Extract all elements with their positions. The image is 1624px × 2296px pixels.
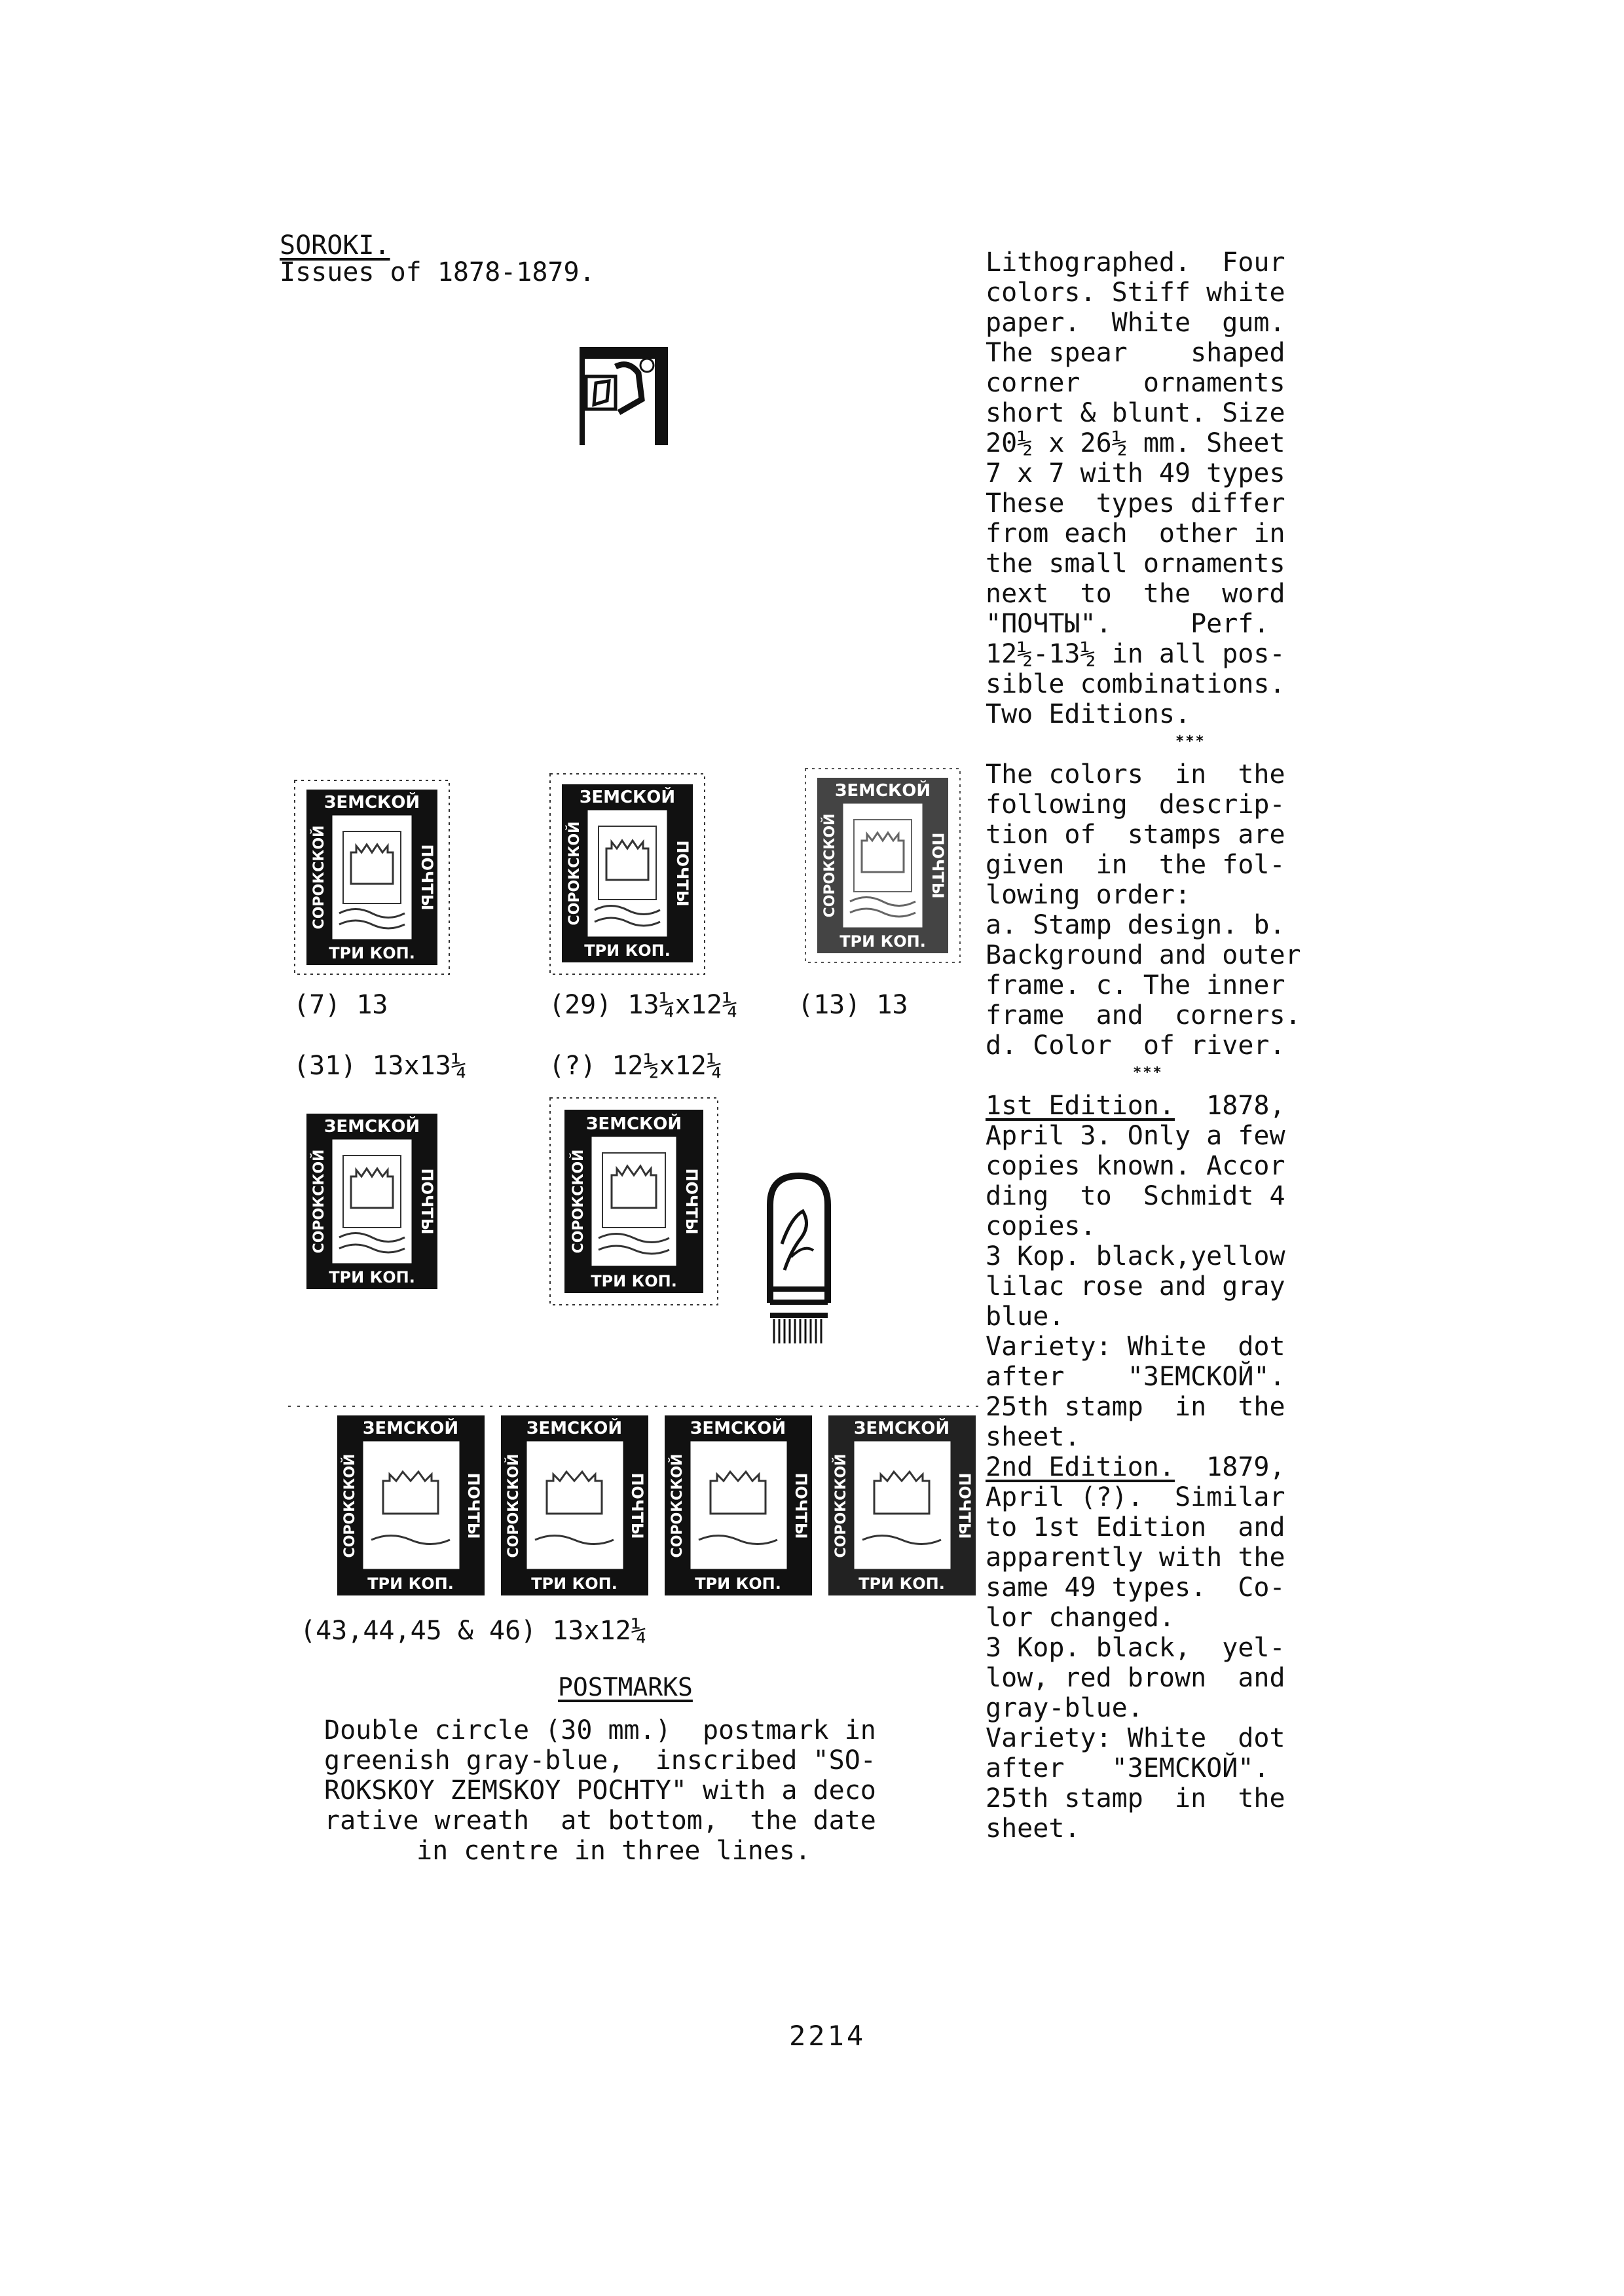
stamp-top-text: ЗЕМСКОЙ [834,781,931,801]
stamp-bottom-text: ТРИ КОП. [840,932,926,951]
caption-strip: (43,44,45 & 46) 13x12¼ [300,1616,647,1646]
description-line: sible combinations. [986,669,1285,699]
stamp-right-text: ПОЧТЫ [682,1168,701,1235]
stamp-right-text: ПОЧТЫ [628,1472,646,1539]
description-line: apparently with the [986,1542,1285,1573]
postmarks-line-2: greenish gray-blue, inscribed "SO- [324,1745,876,1776]
stamp-bottom-text: ТРИ КОП. [584,941,671,960]
stamp-left-text: СОРОКСКОЙ [669,1453,686,1558]
postmarks-line-5: in centre in three lines. [416,1836,811,1866]
stamp-type-31 [293,1103,451,1300]
description-line: lowing order: [986,880,1191,910]
stamp-left-text: СОРОКСКОЙ [342,1453,358,1558]
caption-type-unknown: (?) 12½x12¼ [549,1051,722,1081]
stamp-right-text: ПОЧТЫ [418,844,436,911]
stamp-right-text: ПОЧТЫ [418,1168,436,1235]
description-line: gray-blue. [986,1693,1143,1723]
stamp-type-unknown [549,1097,719,1306]
stamp-top-text: ЗЕМСКОЙ [323,793,420,812]
description-line: lilac rose and gray [986,1271,1285,1302]
description-line: April (?). Similar [986,1482,1285,1512]
description-line: April 3. Only a few [986,1121,1285,1151]
stamp-type-29 [549,773,706,975]
stamp-right-text: ПОЧТЫ [792,1472,810,1539]
section-separator: *** [1133,1065,1163,1081]
description-line: Lithographed. Four [986,247,1285,278]
description-line: 3 Kop. black,yellow [986,1241,1285,1271]
stamp-left-text: СОРОКСКОЙ [566,821,583,926]
caption-type-7: (7) 13 [293,990,388,1020]
description-line: frame and corners. [986,1000,1301,1030]
stamp-bottom-text: ТРИ КОП. [329,944,415,962]
description-line: 20½ x 26½ mm. Sheet [986,428,1285,458]
description-line: 3 Kop. black, yel- [986,1633,1285,1663]
stamp-top-text: ЗЕМСКОЙ [362,1419,459,1438]
description-line: colors. Stiff white [986,278,1285,308]
stamp-bottom-text: ТРИ КОП. [367,1575,454,1593]
caption-type-13: (13) 13 [798,990,908,1020]
section-separator: *** [1175,733,1206,750]
stamp-left-text: СОРОКСКОЙ [311,1149,327,1254]
description-line: low, red brown and [986,1663,1285,1693]
postmarks-line-1: Double circle (30 mm.) postmark in [324,1715,876,1745]
postmarks-line-3: ROKSKOY ZEMSKOY POCHTY" with a deco [324,1776,876,1806]
stamp-right-text: ПОЧТЫ [464,1472,483,1539]
description-line: to 1st Edition and [986,1512,1285,1542]
stamp-top-text: ЗЕМСКОЙ [579,788,676,807]
stamp-left-text: СОРОКСКОЙ [822,813,838,918]
stamp-left-text: СОРОКСКОЙ [506,1453,522,1558]
description-line: copies known. Accor [986,1151,1285,1181]
description-line: frame. c. The inner [986,970,1285,1000]
description-line: 12½-13½ in all pos- [986,639,1285,669]
description-line: 2nd Edition. 1879, [986,1452,1285,1482]
postmark-fragment [765,1172,834,1349]
description-line: after "ЗЕМСКОЙ". [986,1362,1285,1392]
stamp-bottom-text: ТРИ КОП. [858,1575,945,1593]
stamp-right-text: ПОЧТЫ [673,840,692,907]
stamp-top-text: ЗЕМСКОЙ [690,1419,786,1438]
description-line: 7 x 7 with 49 types [986,458,1285,488]
stamp-type-7 [293,779,451,975]
description-line: lor changed. [986,1603,1175,1633]
stamp-left-text: СОРОКСКОЙ [570,1149,587,1254]
description-line: after "ЗЕМСКОЙ". [986,1753,1270,1783]
description-line: sheet. [986,1422,1080,1452]
description-line: 25th stamp in the [986,1783,1285,1813]
description-line: the small ornaments [986,549,1285,579]
description-line: ding to Schmidt 4 [986,1181,1285,1211]
stamp-bottom-text: ТРИ КОП. [531,1575,618,1593]
description-line: blue. [986,1302,1065,1332]
description-line: copies. [986,1211,1096,1241]
description-line: These types differ [986,488,1285,519]
postmarks-heading: POSTMARKS [558,1673,693,1702]
stamp-bottom-text: ТРИ КОП. [695,1575,781,1593]
description-line: 1st Edition. 1878, [986,1091,1285,1121]
description-line: 25th stamp in the [986,1392,1285,1422]
stamp-strip-43-46 [282,1401,989,1604]
description-line: Variety: White dot [986,1723,1285,1753]
caption-type-31: (31) 13x13¼ [293,1051,467,1081]
stamp-bottom-text: ТРИ КОП. [329,1268,415,1286]
description-line: same 49 types. Co- [986,1573,1285,1603]
description-line: sheet. [986,1813,1080,1844]
page-number: 2214 [789,2020,866,2052]
postmarks-line-4: rative wreath at bottom, the date [324,1806,876,1836]
description-line: short & blunt. Size [986,398,1285,428]
stamp-right-text: ПОЧТЫ [955,1472,974,1539]
description-line: Two Editions. [986,699,1191,729]
caption-type-29: (29) 13¼x12¼ [549,990,738,1020]
stamp-left-text: СОРОКСКОЙ [311,825,327,930]
description-line: given in the fol- [986,850,1285,880]
corner-ornament-illustration [580,347,674,445]
stamp-top-text: ЗЕМСКОЙ [853,1419,950,1438]
stamp-bottom-text: ТРИ КОП. [591,1272,677,1290]
stamp-type-13 [804,767,961,964]
description-line: tion of stamps are [986,820,1285,850]
stamp-top-text: ЗЕМСКОЙ [585,1114,682,1134]
description-line: d. Color of river. [986,1030,1285,1061]
description-line: Variety: White dot [986,1332,1285,1362]
description-line: following descrip- [986,790,1285,820]
description-line: corner ornaments [986,368,1285,398]
description-line: Background and outer [986,940,1301,970]
stamp-right-text: ПОЧТЫ [929,832,947,899]
stamp-top-text: ЗЕМСКОЙ [323,1117,420,1137]
description-line: a. Stamp design. b. [986,910,1285,940]
description-line: "ПОЧТЫ". Perf. [986,609,1270,639]
description-line: from each other in [986,519,1285,549]
description-line: next to the word [986,579,1285,609]
stamp-top-text: ЗЕМСКОЙ [526,1419,623,1438]
section-title: SOROKI. [280,230,390,261]
stamp-left-text: СОРОКСКОЙ [833,1453,849,1558]
description-line: The spear shaped [986,338,1285,368]
description-line: paper. White gum. [986,308,1285,338]
description-line: The colors in the [986,759,1285,790]
section-subtitle: Issues of 1878-1879. [280,257,595,287]
